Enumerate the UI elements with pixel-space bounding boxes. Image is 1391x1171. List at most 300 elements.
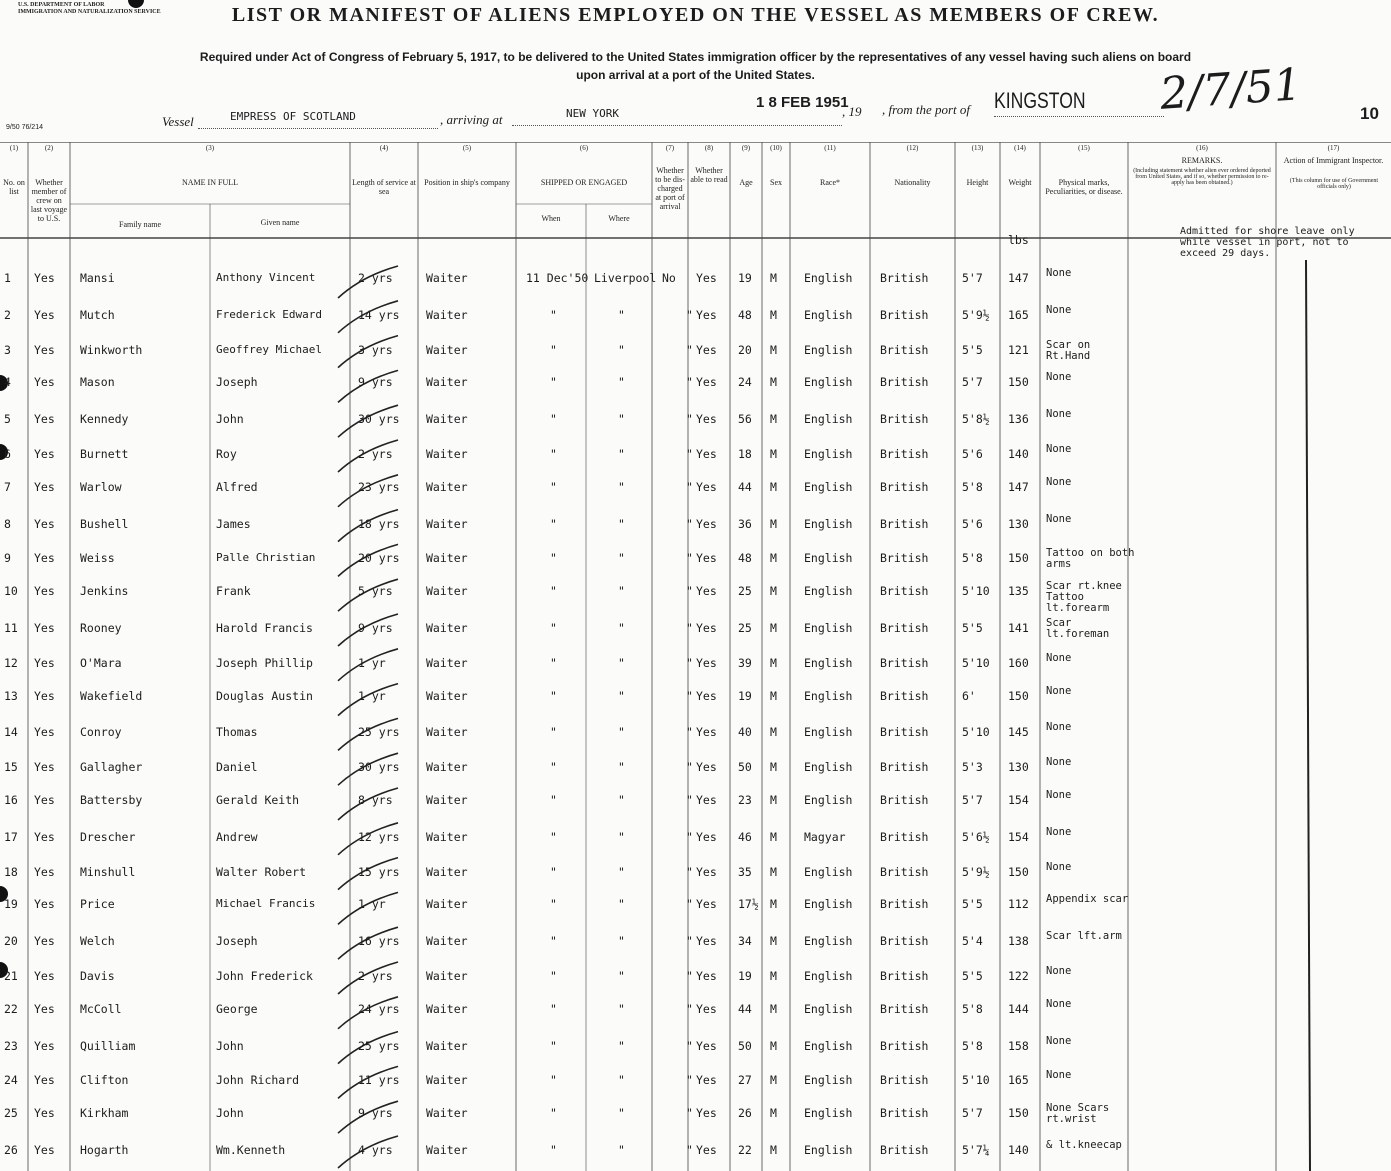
remarks-sublabel: (Including statement whether alien ever ordered deported from United States, and if so, whether permission to re-apply has been obtained.): [1133, 168, 1271, 186]
able-to-read: Yes: [696, 897, 717, 912]
age: 36: [738, 516, 752, 531]
age: 19: [738, 688, 752, 703]
shipped-when: ": [550, 621, 557, 635]
nationality: British: [880, 655, 929, 670]
length-of-service: 20 yrs: [358, 551, 400, 566]
column-header-label: Length of service at sea: [352, 178, 416, 196]
given-name: Joseph: [216, 375, 258, 390]
shipped-when: ": [550, 655, 557, 670]
able-to-read: Yes: [696, 864, 717, 879]
discharged: ": [686, 1106, 693, 1121]
given-name: Joseph Phillip: [216, 655, 313, 670]
race: English: [804, 1038, 853, 1053]
crew-last-voyage: Yes: [34, 342, 55, 357]
sex: M: [770, 479, 777, 494]
handwritten-date: 2/7/51: [1158, 59, 1304, 120]
row-number: 17: [4, 829, 18, 844]
position: Waiter: [426, 1073, 468, 1088]
given-name: Douglas Austin: [216, 688, 313, 703]
race: English: [804, 479, 853, 494]
shipped-when: 11 Dec'50: [526, 271, 589, 285]
column-number: (6): [579, 144, 589, 152]
shipped-where: ": [618, 793, 625, 807]
form-code: 9/50 76/214: [6, 124, 43, 131]
position: Waiter: [426, 688, 468, 703]
shipped-when: ": [550, 375, 557, 390]
given-name: John Richard: [216, 1073, 300, 1088]
nationality: British: [880, 516, 929, 531]
shipped-where: ": [618, 655, 625, 670]
height: 5'8: [962, 479, 983, 494]
length-of-service: 25 yrs: [358, 1038, 400, 1053]
physical-marks: None: [1046, 651, 1072, 664]
column-header-label: Action of Immigrant Inspector.: [1283, 156, 1384, 165]
discharged: ": [686, 621, 693, 635]
row-number: 11: [4, 621, 18, 635]
physical-marks: & lt.kneecap: [1046, 1139, 1122, 1151]
position: Waiter: [426, 969, 468, 983]
given-name: Thomas: [216, 725, 258, 740]
age: 40: [738, 725, 752, 740]
column-header-label: Whether member of crew on last voyage to U.S.: [30, 178, 68, 223]
height: 5'8: [962, 1038, 983, 1053]
shipped-where: ": [618, 516, 625, 531]
shipped-where: Liverpool: [594, 271, 657, 285]
length-of-service: 30 yrs: [358, 412, 400, 427]
discharged: ": [686, 829, 693, 844]
height: 5'7: [962, 375, 983, 390]
discharged: ": [686, 897, 693, 912]
height: 5'9½: [962, 307, 990, 322]
page-number: 10: [1360, 104, 1379, 123]
column-number: (4): [379, 144, 389, 152]
row-number: 13: [4, 688, 18, 703]
inspector-sublabel: (This column for use of Government officials only): [1289, 178, 1379, 190]
height: 5'8: [962, 551, 983, 566]
shipped-when: ": [550, 307, 557, 322]
nationality: British: [880, 829, 929, 844]
physical-marks: Scar rt.knee Tattoo lt.forearm: [1046, 580, 1122, 615]
sex: M: [770, 897, 777, 912]
shipped-when: ": [550, 1073, 557, 1088]
position: Waiter: [426, 760, 468, 775]
given-name: John: [216, 412, 244, 427]
crew-last-voyage: Yes: [34, 934, 55, 949]
nationality: British: [880, 479, 929, 494]
race: English: [804, 864, 853, 879]
column-header-label: Height: [966, 178, 989, 187]
length-of-service: 3 yrs: [358, 342, 393, 357]
family-name: Kennedy: [80, 412, 129, 427]
shipped-where: ": [618, 551, 625, 566]
weight: 135: [1008, 584, 1029, 599]
height: 5'6½: [962, 829, 990, 844]
sex: M: [770, 725, 777, 740]
shipped-where: ": [618, 621, 625, 635]
age: 34: [738, 934, 752, 949]
column-number: (7): [665, 144, 675, 152]
given-name: James: [216, 516, 251, 531]
position: Waiter: [426, 1143, 468, 1157]
discharged: ": [686, 864, 693, 879]
row-number: 8: [4, 516, 11, 531]
discharged: ": [686, 793, 693, 807]
nationality: British: [880, 307, 929, 322]
race: English: [804, 271, 853, 285]
position: Waiter: [426, 412, 468, 427]
sex: M: [770, 760, 777, 775]
position: Waiter: [426, 1106, 468, 1121]
family-name: Bushell: [80, 516, 129, 531]
sex: M: [770, 1001, 777, 1016]
family-name: Mutch: [80, 307, 115, 322]
family-name: Conroy: [80, 725, 122, 740]
family-name: Gallagher: [80, 760, 143, 775]
subtitle-line-2: upon arrival at a port of the United States.: [576, 68, 815, 82]
discharged: ": [686, 551, 693, 566]
discharged: ": [686, 447, 693, 461]
position: Waiter: [426, 516, 468, 531]
race: English: [804, 621, 853, 635]
age: 56: [738, 412, 752, 427]
crew-last-voyage: Yes: [34, 479, 55, 494]
column-number: (17): [1327, 144, 1340, 152]
shipped-where: ": [618, 584, 625, 599]
weight: 147: [1008, 271, 1029, 285]
weight: 154: [1008, 829, 1029, 844]
able-to-read: Yes: [696, 1073, 717, 1088]
column-number: (13): [971, 144, 984, 152]
given-name: Alfred: [216, 479, 258, 494]
weight: 112: [1008, 897, 1029, 912]
length-of-service: 9 yrs: [358, 1106, 393, 1121]
row-number: 23: [4, 1038, 18, 1053]
given-name: Palle Christian: [216, 551, 316, 565]
crew-last-voyage: Yes: [34, 793, 55, 807]
nationality: British: [880, 1106, 929, 1121]
position: Waiter: [426, 342, 468, 357]
able-to-read: Yes: [696, 969, 717, 983]
arrival-date-stamp: 1 8 FEB 1951: [756, 94, 849, 111]
weight: 150: [1008, 551, 1029, 566]
height: 5'6: [962, 447, 983, 461]
arriving-label: , arriving at: [440, 112, 503, 127]
row-number: 3: [4, 342, 11, 357]
sex: M: [770, 1106, 777, 1121]
shipped-where: ": [618, 1143, 625, 1157]
age: 22: [738, 1143, 752, 1157]
nationality: British: [880, 271, 929, 285]
nationality: British: [880, 1038, 929, 1053]
able-to-read: Yes: [696, 934, 717, 949]
column-number: (1): [9, 144, 19, 152]
column-header-label: Weight: [1008, 178, 1032, 187]
shipped-where: ": [618, 760, 625, 775]
race: English: [804, 934, 853, 949]
height: 5'9½: [962, 864, 990, 879]
given-name: Gerald Keith: [216, 793, 300, 807]
race: English: [804, 1106, 853, 1121]
length-of-service: 25 yrs: [358, 725, 400, 740]
weight: 130: [1008, 760, 1029, 775]
crew-last-voyage: Yes: [34, 688, 55, 703]
nationality: British: [880, 1001, 929, 1016]
height: 5'5: [962, 621, 983, 635]
row-number: 20: [4, 934, 18, 949]
weight: 150: [1008, 375, 1029, 390]
discharged: ": [686, 1073, 693, 1088]
crew-last-voyage: Yes: [34, 969, 55, 983]
given-name: Daniel: [216, 760, 258, 775]
able-to-read: Yes: [696, 551, 717, 566]
family-name: Welch: [80, 934, 115, 949]
age: 44: [738, 1001, 752, 1016]
discharged: ": [686, 479, 693, 494]
length-of-service: 24 yrs: [358, 1001, 400, 1016]
weight: 122: [1008, 969, 1029, 983]
crew-last-voyage: Yes: [34, 412, 55, 427]
race: English: [804, 897, 853, 912]
column-header-label: Age: [739, 178, 753, 187]
age: 44: [738, 479, 752, 494]
column-header-label: No. on list: [3, 178, 25, 196]
family-name: McColl: [80, 1001, 122, 1016]
shipped-where: ": [618, 412, 625, 427]
given-name: Andrew: [216, 829, 258, 844]
length-of-service: 1 yr: [358, 688, 386, 703]
weight: 154: [1008, 793, 1029, 807]
shipped-when: ": [550, 688, 557, 703]
shipped-where: ": [618, 688, 625, 703]
shipped-where: ": [618, 342, 625, 357]
family-name: Battersby: [80, 793, 143, 807]
able-to-read: Yes: [696, 479, 717, 494]
shipped-where: ": [618, 307, 625, 322]
crew-last-voyage: Yes: [34, 271, 55, 285]
manifest-title: LIST OR MANIFEST OF ALIENS EMPLOYED ON THE VESSEL AS MEMBERS OF CREW.: [231, 4, 1160, 26]
nationality: British: [880, 969, 929, 983]
weight: 144: [1008, 1001, 1029, 1016]
vessel-underline: [198, 128, 438, 129]
race: Magyar: [804, 829, 846, 844]
length-of-service: 11 yrs: [358, 1073, 400, 1088]
shipped-when: ": [550, 551, 557, 566]
where-header: Where: [608, 214, 630, 223]
length-of-service: 23 yrs: [358, 479, 400, 494]
vessel-name: EMPRESS OF SCOTLAND: [230, 110, 356, 123]
race: English: [804, 793, 853, 807]
sex: M: [770, 375, 777, 390]
position: Waiter: [426, 307, 468, 322]
sex: M: [770, 793, 777, 807]
position: Waiter: [426, 864, 468, 879]
age: 50: [738, 1038, 752, 1053]
sex: M: [770, 829, 777, 844]
column-header-label: REMARKS.: [1181, 156, 1223, 165]
sex: M: [770, 516, 777, 531]
able-to-read: Yes: [696, 307, 717, 322]
length-of-service: 1 yr: [358, 655, 386, 670]
physical-marks: None: [1046, 371, 1072, 384]
crew-last-voyage: Yes: [34, 621, 55, 635]
column-number: (2): [44, 144, 54, 152]
age: 46: [738, 829, 752, 844]
given-name: Walter Robert: [216, 864, 307, 879]
shipped-where: ": [618, 1001, 625, 1016]
shipped-when: ": [550, 1001, 557, 1016]
column-number: (16): [1196, 144, 1208, 152]
column-number: (11): [824, 144, 836, 152]
shipped-where: ": [618, 375, 625, 390]
sex: M: [770, 1143, 777, 1157]
physical-marks: None: [1046, 408, 1072, 421]
row-number: 25: [4, 1106, 18, 1121]
weight: 121: [1008, 342, 1029, 357]
weight: 136: [1008, 412, 1029, 427]
sex: M: [770, 447, 777, 461]
column-number: (8): [704, 144, 714, 152]
height: 5'5: [962, 897, 983, 912]
physical-marks: None: [1046, 303, 1072, 316]
column-number: (5): [462, 144, 472, 152]
column-number: (10): [770, 144, 782, 152]
discharged: ": [686, 1143, 693, 1157]
weight: 145: [1008, 725, 1029, 740]
race: English: [804, 412, 853, 427]
discharged: ": [686, 655, 693, 670]
row-number: 24: [4, 1073, 18, 1088]
race: English: [804, 447, 853, 461]
position: Waiter: [426, 447, 468, 461]
shipped-where: ": [618, 897, 625, 912]
race: English: [804, 551, 853, 566]
discharged: ": [686, 412, 693, 427]
column-number: (15): [1078, 144, 1090, 152]
column-header-label: SHIPPED OR ENGAGED: [540, 178, 628, 187]
shipped-when: ": [550, 1038, 557, 1053]
weight: 140: [1008, 1143, 1029, 1157]
inspector-line: [1306, 260, 1310, 1171]
weight: 160: [1008, 655, 1029, 670]
discharged: ": [686, 688, 693, 703]
able-to-read: Yes: [696, 621, 717, 635]
nationality: British: [880, 412, 929, 427]
shipped-where: ": [618, 479, 625, 494]
race: English: [804, 584, 853, 599]
crew-last-voyage: Yes: [34, 829, 55, 844]
race: English: [804, 760, 853, 775]
race: English: [804, 969, 853, 983]
row-number: 19: [4, 897, 18, 912]
nationality: British: [880, 1143, 929, 1157]
family-name: Weiss: [80, 551, 115, 566]
race: English: [804, 342, 853, 357]
crew-last-voyage: Yes: [34, 760, 55, 775]
sex: M: [770, 584, 777, 599]
family-name: Minshull: [80, 864, 136, 879]
able-to-read: Yes: [696, 342, 717, 357]
from-port: KINGSTON: [994, 88, 1086, 113]
sex: M: [770, 412, 777, 427]
given-name: Harold Francis: [216, 621, 313, 635]
sex: M: [770, 342, 777, 357]
position: Waiter: [426, 1001, 468, 1016]
shipped-when: ": [550, 1106, 557, 1121]
shipped-when: ": [550, 584, 557, 599]
remarks-note: Admitted for shore leave only while vessel in port, not to exceed 29 days.: [1180, 226, 1355, 259]
age: 39: [738, 655, 752, 670]
family-name: Clifton: [80, 1073, 129, 1088]
age: 17½: [738, 897, 759, 912]
age: 27: [738, 1073, 752, 1088]
weight: 130: [1008, 516, 1029, 531]
age: 23: [738, 793, 752, 807]
family-name: Wakefield: [80, 688, 143, 703]
age: 19: [738, 969, 752, 983]
family-name: Drescher: [80, 829, 136, 844]
crew-last-voyage: Yes: [34, 1106, 55, 1121]
physical-marks: None: [1046, 1069, 1072, 1082]
shipped-when: ": [550, 793, 557, 807]
able-to-read: Yes: [696, 584, 717, 599]
age: 25: [738, 584, 752, 599]
length-of-service: 4 yrs: [358, 1143, 393, 1157]
when-header: When: [541, 214, 561, 223]
weight: 140: [1008, 447, 1029, 461]
crew-last-voyage: Yes: [34, 551, 55, 566]
row-number: 9: [4, 551, 11, 566]
nationality: British: [880, 1073, 929, 1088]
able-to-read: Yes: [696, 1106, 717, 1121]
sex: M: [770, 551, 777, 566]
nationality: British: [880, 864, 929, 879]
given-name: Joseph: [216, 934, 258, 949]
weight: 165: [1008, 307, 1029, 322]
shipped-where: ": [618, 1038, 625, 1053]
crew-last-voyage: Yes: [34, 1073, 55, 1088]
physical-marks: None: [1046, 443, 1072, 455]
length-of-service: 5 yrs: [358, 584, 393, 599]
able-to-read: Yes: [696, 375, 717, 390]
column-header-label: Whether able to read: [690, 166, 728, 184]
able-to-read: Yes: [696, 412, 717, 427]
position: Waiter: [426, 584, 468, 599]
given-name: Anthony Vincent: [216, 271, 316, 284]
row-number: 2: [4, 307, 11, 322]
age: 35: [738, 864, 752, 879]
family-name: Price: [80, 897, 115, 912]
row-number: 26: [4, 1143, 18, 1157]
age: 19: [738, 271, 752, 285]
race: English: [804, 516, 853, 531]
age: 26: [738, 1106, 752, 1121]
given-name: Wm.Kenneth: [216, 1143, 286, 1157]
race: English: [804, 1143, 853, 1157]
height: 5'10: [962, 655, 990, 670]
shipped-when: ": [550, 479, 557, 494]
physical-marks: None Scars rt.wrist: [1046, 1102, 1110, 1126]
length-of-service: 14 yrs: [358, 307, 400, 322]
height: 5'4: [962, 934, 983, 949]
row-number: 12: [4, 655, 18, 670]
shipped-when: ": [550, 760, 557, 775]
row-number: 5: [4, 412, 11, 427]
shipped-when: ": [550, 934, 557, 949]
race: English: [804, 688, 853, 703]
position: Waiter: [426, 725, 468, 740]
row-number: 21: [4, 969, 18, 983]
length-of-service: 8 yrs: [358, 793, 393, 807]
